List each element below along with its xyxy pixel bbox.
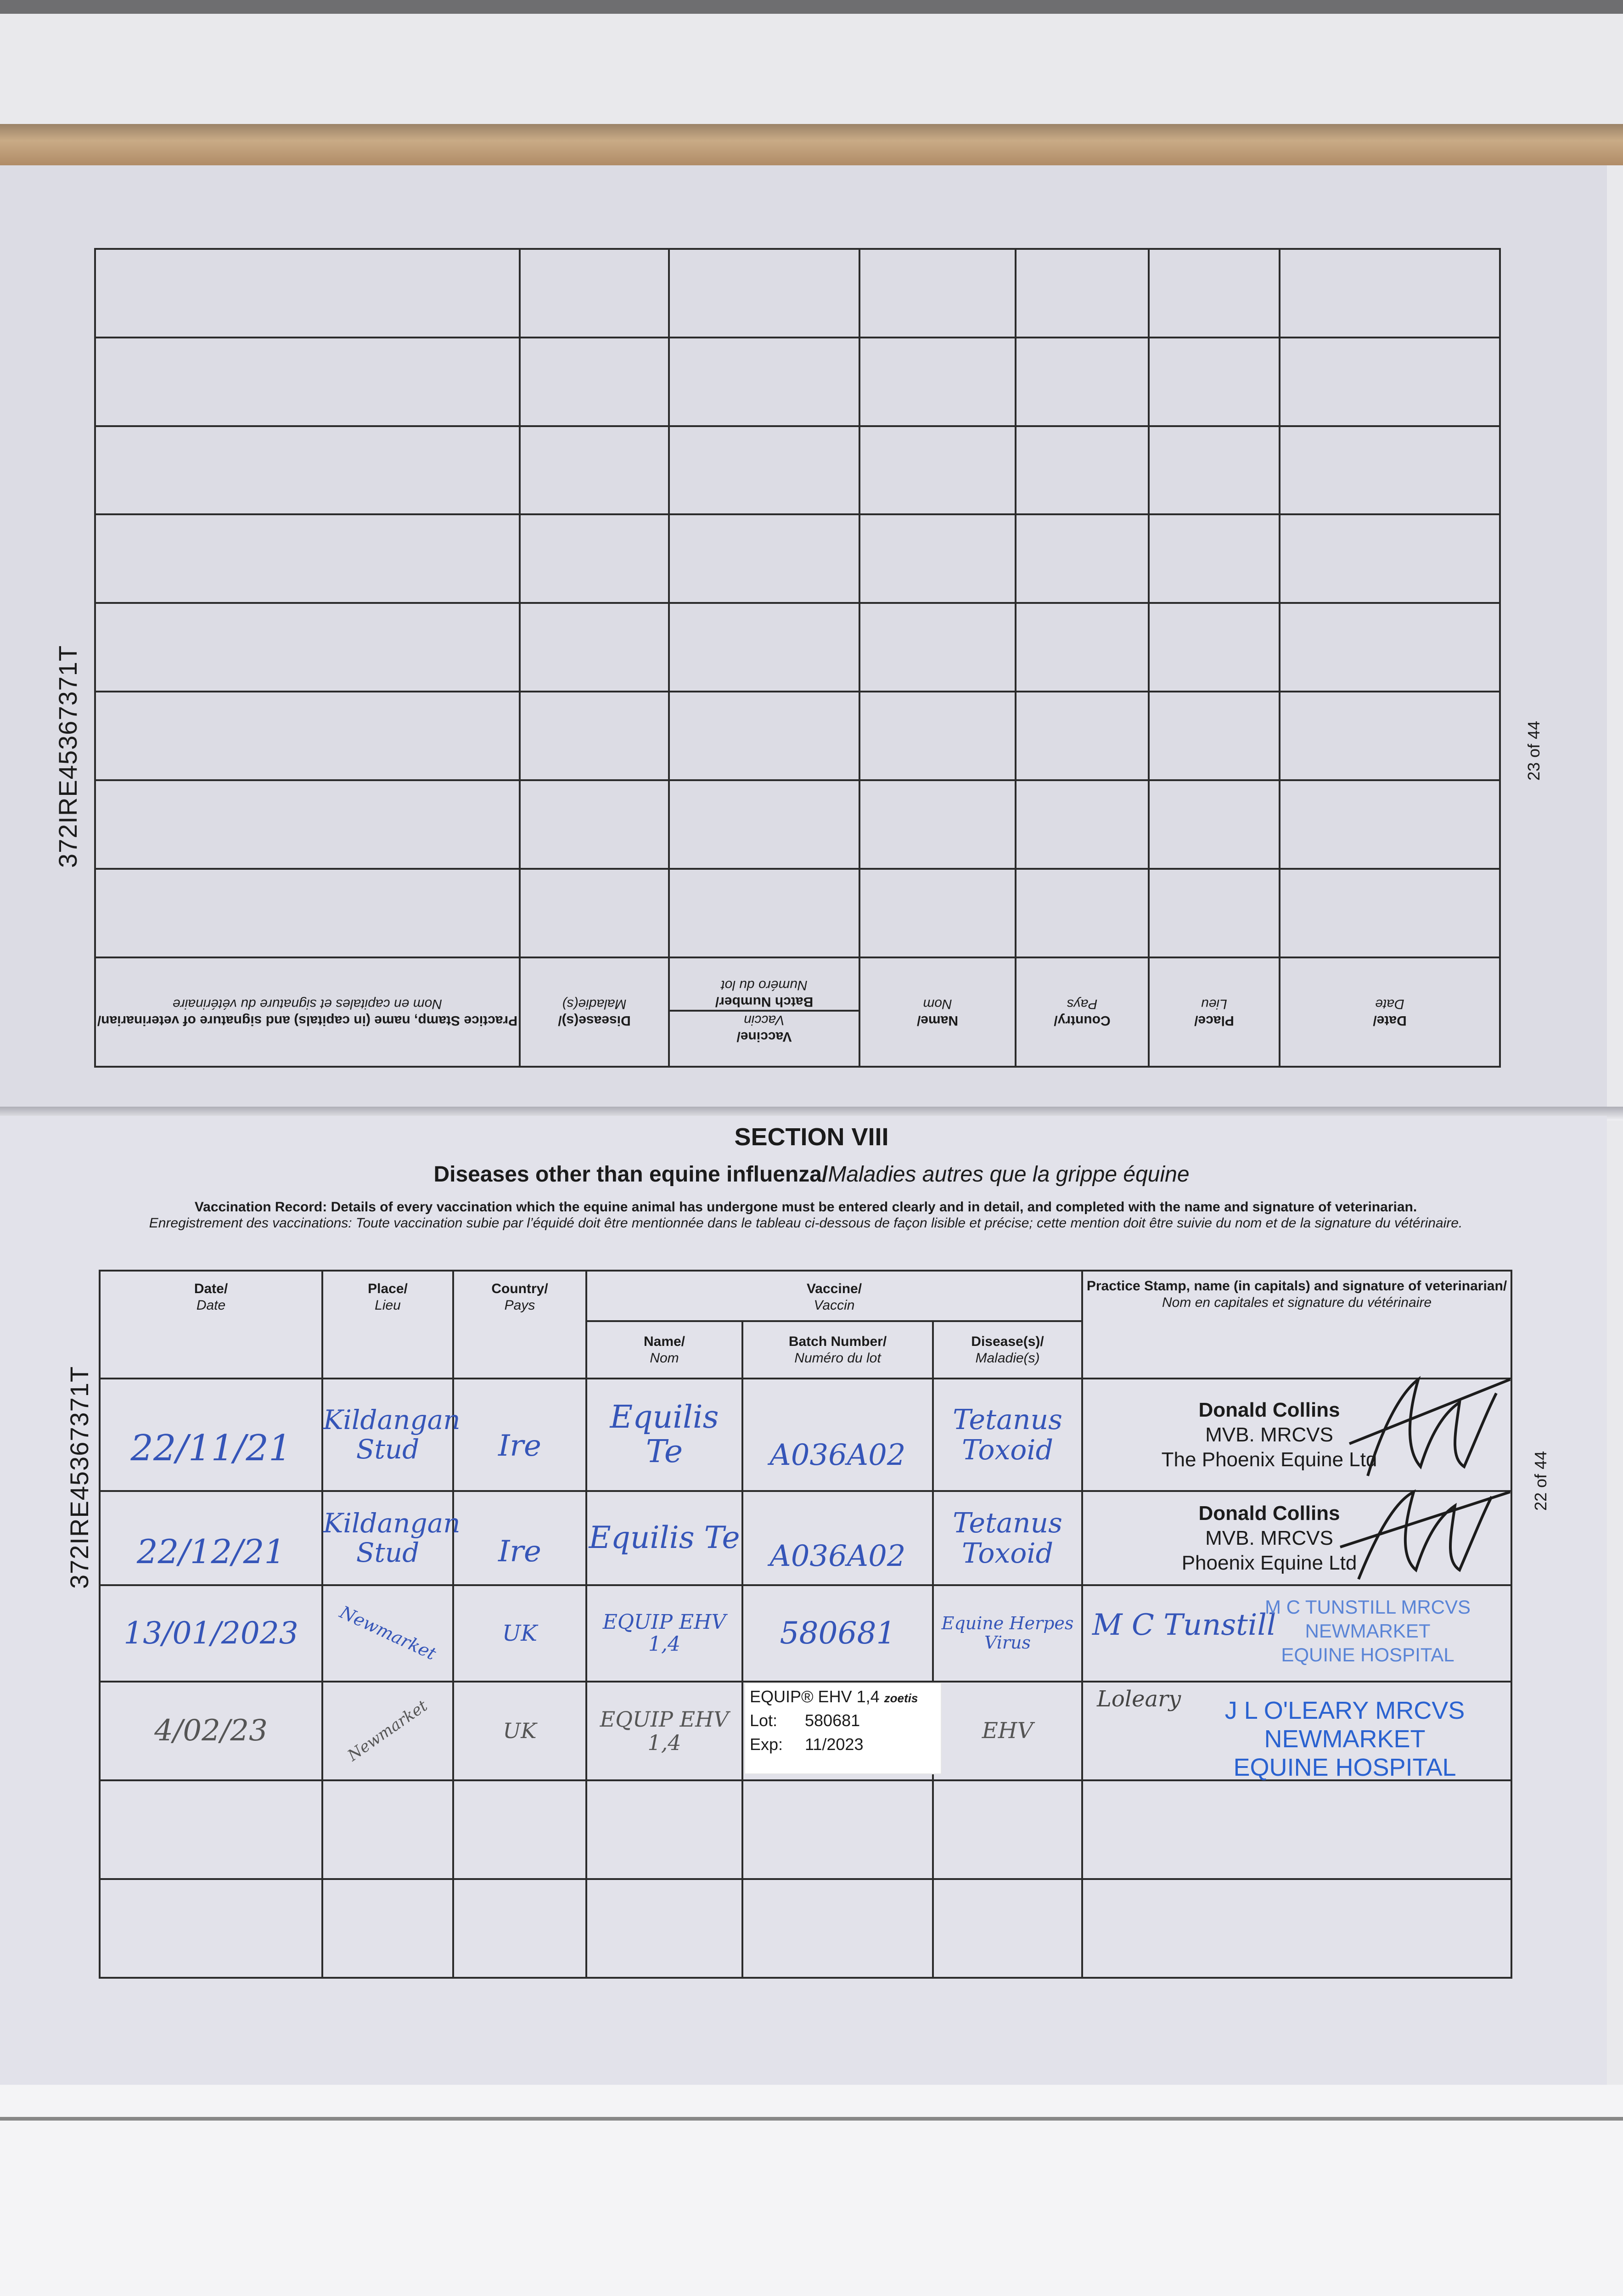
table-cell xyxy=(669,692,859,780)
sticker-brand: zoetis xyxy=(884,1691,918,1705)
record-vaccine-name: Equilis Te xyxy=(586,1491,742,1585)
record-date: 22/12/21 xyxy=(100,1491,322,1585)
section-title: SECTION VIII xyxy=(734,1123,889,1151)
table-cell xyxy=(1149,249,1280,338)
table-cell xyxy=(95,780,520,869)
record-date: 22/11/21 xyxy=(100,1379,322,1491)
table-cell xyxy=(95,692,520,780)
stamp-line: M C TUNSTILL MRCVS xyxy=(1264,1596,1471,1618)
vaccination-note-en: Vaccination Record: Details of every vaccination which the equine animal has undergone must be entered clearly and in detail, and completed with the name and signature of veterinarian. xyxy=(194,1199,1417,1215)
vet-name: Donald Collins xyxy=(1198,1502,1340,1525)
table-cell xyxy=(669,780,859,869)
header-vaccine-name: Name/ Nom xyxy=(586,1321,742,1379)
table-cell xyxy=(1016,249,1149,338)
stamp-line: NEWMARKET xyxy=(1264,1725,1426,1753)
table-cell xyxy=(669,338,859,426)
record-batch: A036A02 xyxy=(742,1491,933,1585)
vet-practice: Phoenix Equine Ltd xyxy=(1181,1551,1357,1574)
table-cell xyxy=(1149,426,1280,515)
vet-qualification: MVB. MRCVS xyxy=(1205,1526,1333,1549)
binding-strip xyxy=(0,124,1623,165)
record-country: UK xyxy=(453,1585,586,1682)
table-cell xyxy=(586,1879,742,1978)
table-cell xyxy=(1280,692,1500,780)
table-cell xyxy=(95,249,520,338)
table-cell xyxy=(859,338,1016,426)
table-cell xyxy=(520,603,669,692)
upper-header-disease: Disease(s)/ Maladie(s) xyxy=(520,957,669,1067)
header-batch-number: Batch Number/ Numéro du lot xyxy=(742,1321,933,1379)
vet-practice: The Phoenix Equine Ltd xyxy=(1161,1448,1377,1471)
table-cell xyxy=(1016,692,1149,780)
table-cell xyxy=(742,1780,933,1879)
stamp-line: J L O'LEARY MRCVS xyxy=(1224,1697,1465,1724)
scanner-edge-line xyxy=(0,2117,1623,2121)
record-date: 4/02/23 xyxy=(100,1682,322,1780)
stamp-line: EQUINE HOSPITAL xyxy=(1233,1754,1456,1781)
sticker-lot: 580681 xyxy=(805,1711,860,1730)
vet-signature: Loleary xyxy=(1097,1686,1181,1712)
table-cell xyxy=(1082,1780,1511,1879)
table-cell xyxy=(586,1780,742,1879)
table-cell xyxy=(1280,869,1500,957)
table-cell xyxy=(859,249,1016,338)
table-row xyxy=(100,1879,1511,1978)
table-cell xyxy=(859,426,1016,515)
passport-id-upper: 372IRE45367371T xyxy=(53,645,82,868)
record-place: Newmarket xyxy=(308,1562,467,1705)
table-cell xyxy=(859,603,1016,692)
upper-header-country: Country/ Pays xyxy=(1016,957,1149,1067)
table-cell xyxy=(1149,603,1280,692)
upper-header-stamp: Practice Stamp, name (in capitals) and signature of veterinarian/ Nom en capitales et signature du vétérinaire xyxy=(95,957,520,1067)
table-cell xyxy=(669,249,859,338)
table-cell xyxy=(1280,780,1500,869)
table-cell xyxy=(322,1780,453,1879)
table-cell xyxy=(95,514,520,603)
passport-id-lower: 372IRE45367371T xyxy=(65,1366,94,1589)
table-cell xyxy=(453,1780,586,1879)
table-cell xyxy=(1016,426,1149,515)
table-cell xyxy=(859,692,1016,780)
table-cell xyxy=(859,514,1016,603)
upper-header-place: Place/ Lieu xyxy=(1149,957,1280,1067)
upper-header-date: Date/ Date xyxy=(1280,957,1500,1067)
table-cell xyxy=(1280,426,1500,515)
header-practice-stamp: Practice Stamp, name (in capitals) and signature of veterinarian/ Nom en capitales et signature du vétérinaire xyxy=(1082,1271,1511,1379)
upper-header-batch: Batch Number/ Numéro du lot Vaccine/ Vaccin xyxy=(669,957,859,1067)
table-cell xyxy=(1149,869,1280,957)
table-cell xyxy=(520,869,669,957)
vaccination-note-fr: Enregistrement des vaccinations: Toute vaccination subie par l’équidé doit être mentionnée dans le tableau ci-dessous de façon lisible et précise; cette mention doit être suivie du nom et de la signature du vétérinaire. xyxy=(149,1216,1463,1231)
table-cell xyxy=(95,426,520,515)
stamp-line: NEWMARKET xyxy=(1305,1620,1431,1642)
header-diseases: Disease(s)/ Maladie(s) xyxy=(933,1321,1082,1379)
table-cell xyxy=(520,338,669,426)
table-cell xyxy=(453,1879,586,1978)
sticker-lot-label: Lot: xyxy=(750,1711,778,1730)
scanner-edge xyxy=(0,0,1623,14)
stamp-line: EQUINE HOSPITAL xyxy=(1281,1644,1455,1666)
record-place: Newmarket xyxy=(306,1653,470,1809)
table-row xyxy=(100,1585,1511,1682)
table-row xyxy=(100,1491,1511,1585)
header-place: Place/ Lieu xyxy=(322,1271,453,1379)
sticker-exp: 11/2023 xyxy=(805,1735,864,1754)
table-cell xyxy=(520,426,669,515)
record-country: UK xyxy=(453,1682,586,1780)
record-batch-sticker xyxy=(742,1682,933,1780)
record-vet-stamp xyxy=(1082,1379,1511,1491)
record-disease: Tetanus Toxoid xyxy=(933,1491,1082,1585)
record-vaccine-name: EQUIP EHV 1,4 xyxy=(586,1585,742,1682)
table-cell xyxy=(322,1879,453,1978)
table-cell xyxy=(1016,780,1149,869)
page-number-upper: 23 of 44 xyxy=(1524,720,1543,781)
table-cell xyxy=(1280,249,1500,338)
record-disease: Tetanus Toxoid xyxy=(933,1379,1082,1491)
table-cell xyxy=(1082,1879,1511,1978)
table-cell xyxy=(1280,603,1500,692)
table-cell xyxy=(669,603,859,692)
record-place: Kildangan Stud xyxy=(322,1491,453,1585)
table-cell xyxy=(1280,514,1500,603)
section-subtitle xyxy=(0,1162,1623,1187)
header-date: Date/ Date xyxy=(100,1271,322,1379)
table-cell xyxy=(669,514,859,603)
table-cell xyxy=(1149,692,1280,780)
record-disease: Equine Herpes Virus xyxy=(933,1585,1082,1682)
vet-name: Donald Collins xyxy=(1198,1398,1340,1421)
record-country: Ire xyxy=(453,1379,586,1491)
table-cell xyxy=(742,1879,933,1978)
table-row xyxy=(100,1780,1511,1879)
table-cell xyxy=(95,338,520,426)
record-vet-stamp xyxy=(1082,1491,1511,1585)
table-cell xyxy=(669,426,859,515)
record-vet-stamp xyxy=(1082,1585,1511,1682)
table-cell xyxy=(100,1879,322,1978)
section-subtitle-fr: Maladies autres que la grippe équine xyxy=(828,1162,1190,1187)
section-subtitle-en: Diseases other than equine influenza/ xyxy=(433,1162,828,1187)
table-cell xyxy=(1016,514,1149,603)
table-cell xyxy=(1016,603,1149,692)
table-cell xyxy=(933,1879,1082,1978)
scanner-bed xyxy=(0,2085,1623,2296)
table-cell xyxy=(859,869,1016,957)
table-row xyxy=(100,1379,1511,1491)
vet-signature: M C Tunstill xyxy=(1092,1608,1276,1642)
header-vaccine: Vaccine/ Vaccin xyxy=(586,1271,1082,1321)
table-cell xyxy=(520,692,669,780)
upper-vaccination-table xyxy=(94,248,1501,1068)
table-cell xyxy=(1280,338,1500,426)
record-batch: 580681 xyxy=(742,1585,933,1682)
vet-signature xyxy=(1340,1375,1515,1490)
table-cell xyxy=(100,1780,322,1879)
table-cell xyxy=(1016,869,1149,957)
record-vaccine-name: EQUIP EHV 1,4 xyxy=(586,1682,742,1780)
vet-signature xyxy=(1331,1483,1515,1588)
record-disease: EHV xyxy=(933,1682,1082,1780)
table-cell xyxy=(520,249,669,338)
record-batch: A036A02 xyxy=(742,1379,933,1491)
table-cell xyxy=(1149,780,1280,869)
table-cell xyxy=(95,603,520,692)
page-number-lower: 22 of 44 xyxy=(1531,1451,1550,1511)
record-date: 13/01/2023 xyxy=(100,1585,322,1682)
table-cell xyxy=(520,780,669,869)
record-vet-stamp xyxy=(1082,1682,1511,1780)
record-country: Ire xyxy=(453,1491,586,1585)
upper-header-name: Name/ Nom xyxy=(859,957,1016,1067)
table-cell xyxy=(95,869,520,957)
table-row xyxy=(100,1682,1511,1780)
vaccination-record-table xyxy=(99,1270,1512,1979)
table-cell xyxy=(520,514,669,603)
table-cell xyxy=(669,869,859,957)
record-vaccine-name: Equilis Te xyxy=(586,1379,742,1491)
table-cell xyxy=(1016,338,1149,426)
sticker-exp-label: Exp: xyxy=(750,1735,783,1754)
vaccine-label-sticker xyxy=(744,1683,942,1774)
table-cell xyxy=(1149,514,1280,603)
record-place: Kildangan Stud xyxy=(322,1379,453,1491)
header-country: Country/ Pays xyxy=(453,1271,586,1379)
table-cell xyxy=(859,780,1016,869)
sticker-product: EQUIP® EHV 1,4 xyxy=(750,1687,880,1706)
table-cell xyxy=(933,1780,1082,1879)
table-cell xyxy=(1149,338,1280,426)
vet-qualification: MVB. MRCVS xyxy=(1205,1423,1333,1446)
